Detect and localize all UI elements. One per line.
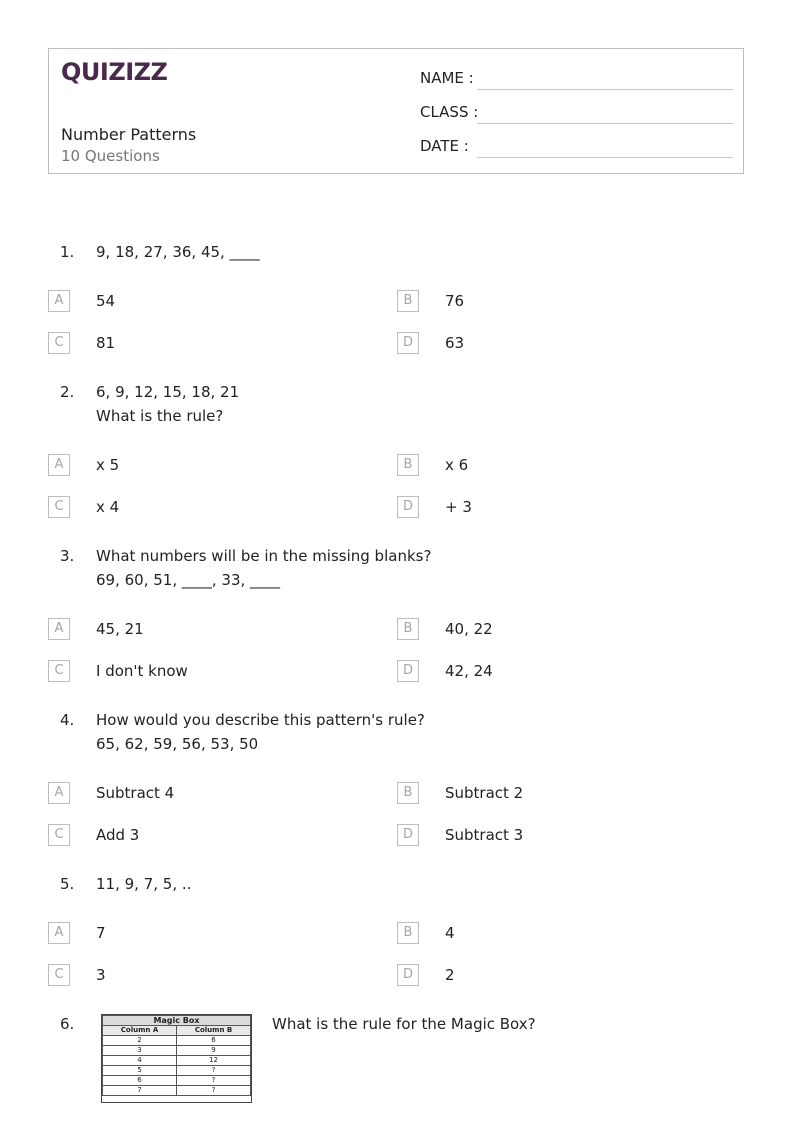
option-letter-box: D [397,332,419,354]
option-letter-box: A [48,290,70,312]
class-label: CLASS : [420,103,479,121]
question-number: 6. [60,1015,75,1033]
magic-box-cell: 4 [103,1056,177,1066]
question-text: 11, 9, 7, 5, .. [96,875,192,893]
question-text: What numbers will be in the missing blanks? 69, 60, 51, ____, 33, ____ [96,547,432,589]
question-text: 6, 9, 12, 15, 18, 21 What is the rule? [96,383,240,425]
option-letter-box: B [397,618,419,640]
option-text: 54 [96,292,116,310]
question-number: 1. [60,243,75,261]
option-letter-box: A [48,782,70,804]
option-letter-box: B [397,922,419,944]
option-text: 3 [96,966,106,984]
magic-box-cell: 3 [103,1046,177,1056]
option-letter-box: A [48,922,70,944]
date-line [477,157,733,158]
question-number: 4. [60,711,75,729]
magic-box-cell: ? [177,1086,251,1096]
option-letter-box: D [397,824,419,846]
magic-box-cell: ? [177,1066,251,1076]
question-text: What is the rule for the Magic Box? [272,1015,536,1033]
option-text: 76 [445,292,465,310]
option-letter-box: B [397,290,419,312]
quizizz-logo: QUIZIZZ [61,58,168,86]
option-text: Subtract 4 [96,784,175,802]
worksheet-title: Number Patterns [61,125,197,144]
magic-box-cell: 2 [103,1036,177,1046]
option-text: Add 3 [96,826,140,844]
option-text: + 3 [445,498,472,516]
question-text: How would you describe this pattern's rule? 65, 62, 59, 56, 53, 50 [96,711,425,753]
magic-box-col-a: Column A [103,1026,177,1036]
worksheet-header [48,48,744,174]
option-text: 7 [96,924,106,942]
question-number: 2. [60,383,75,401]
magic-box-cell: 5 [103,1066,177,1076]
magic-box-title: Magic Box [103,1016,251,1026]
option-letter-box: D [397,660,419,682]
option-letter-box: C [48,332,70,354]
magic-box-cell: 9 [177,1046,251,1056]
option-text: x 6 [445,456,469,474]
option-text: I don't know [96,662,188,680]
option-text: Subtract 2 [445,784,524,802]
option-letter-box: B [397,454,419,476]
option-text: x 5 [96,456,120,474]
option-text: 42, 24 [445,662,493,680]
option-letter-box: C [48,964,70,986]
magic-box-cell: 7 [103,1086,177,1096]
option-letter-box: D [397,496,419,518]
option-text: 2 [445,966,455,984]
option-letter-box: C [48,824,70,846]
question-count: 10 Questions [61,147,160,165]
magic-box-col-b: Column B [177,1026,251,1036]
option-text: 81 [96,334,116,352]
magic-box-cell: ? [177,1076,251,1086]
option-letter-box: B [397,782,419,804]
option-letter-box: A [48,618,70,640]
magic-box-cell: 6 [177,1036,251,1046]
option-letter-box: C [48,660,70,682]
name-label: NAME : [420,69,474,87]
question-number: 5. [60,875,75,893]
option-letter-box: D [397,964,419,986]
name-line [477,89,733,90]
option-letter-box: C [48,496,70,518]
option-text: 63 [445,334,465,352]
class-line [477,123,733,124]
question-number: 3. [60,547,75,565]
magic-box-table-image [101,1014,252,1103]
magic-box-cell: 12 [177,1056,251,1066]
date-label: DATE : [420,137,469,155]
magic-box-cell: 6 [103,1076,177,1086]
option-text: 4 [445,924,455,942]
option-text: Subtract 3 [445,826,524,844]
question-text: 9, 18, 27, 36, 45, ____ [96,243,260,261]
option-letter-box: A [48,454,70,476]
option-text: 40, 22 [445,620,493,638]
option-text: x 4 [96,498,120,516]
option-text: 45, 21 [96,620,144,638]
